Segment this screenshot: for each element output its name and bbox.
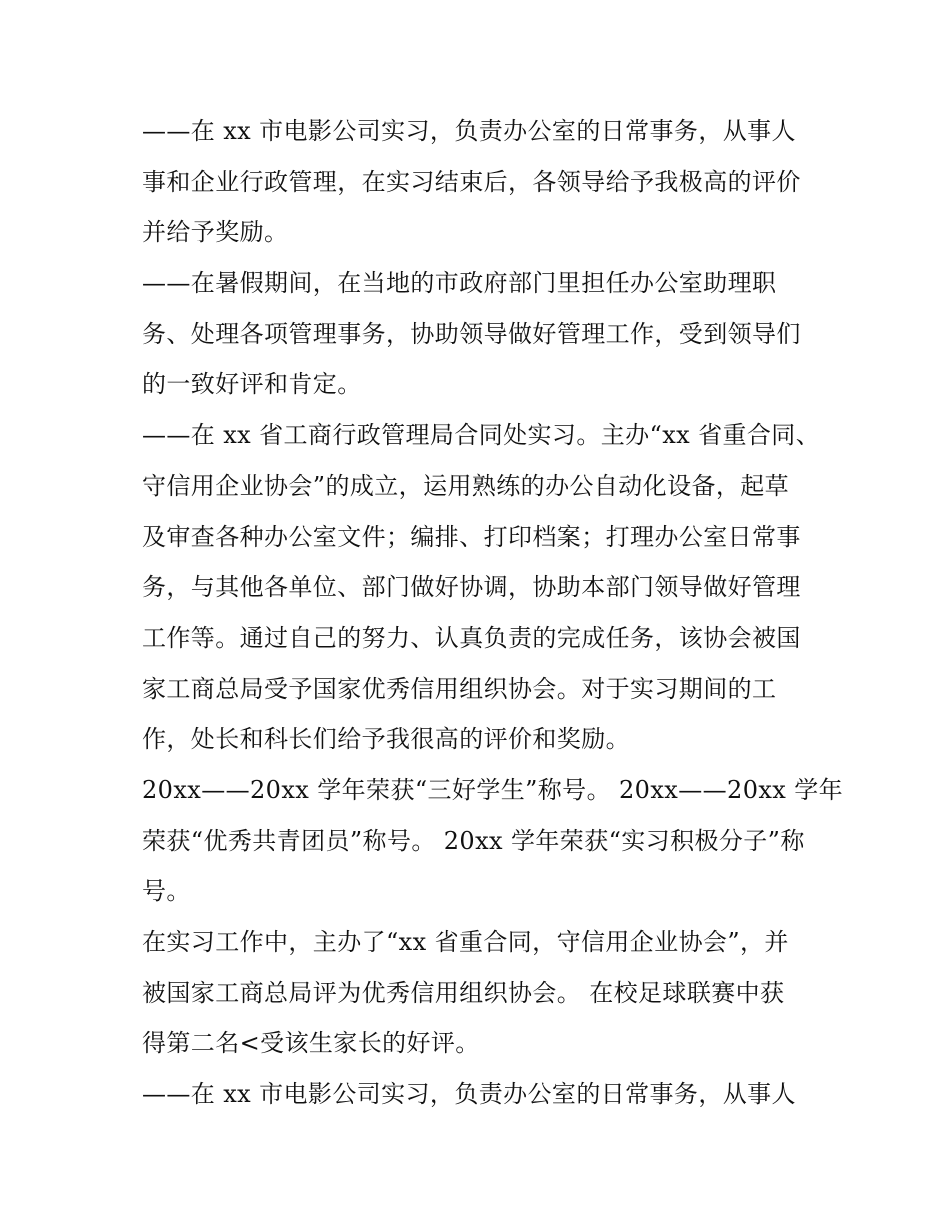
text-line: 荣获“优秀共青团员”称号。 20xx 学年荣获“实习积极分子”称 xyxy=(142,826,805,855)
text-line: 得第二名<受该生家长的好评。 xyxy=(142,1029,480,1058)
text-line: 20xx——20xx 学年荣获“三好学生”称号。 20xx——20xx 学年 xyxy=(142,775,844,804)
text-line: 工作等。通过自己的努力、认真负责的完成任务，该协会被国 xyxy=(142,623,801,652)
text-line: 守信用企业协会”的成立，运用熟练的办公自动化设备，起草 xyxy=(142,471,790,500)
text-line: 务，与其他各单位、部门做好协调，协助本部门领导做好管理 xyxy=(142,573,801,602)
text-line: 家工商总局受予国家优秀信用组织协会。对于实习期间的工 xyxy=(142,674,777,703)
text-line: ——在 xx 省工商行政管理局合同处实习。主办“xx 省重合同、 xyxy=(142,421,821,450)
text-line: 作，处长和科长们给予我很高的评价和奖励。 xyxy=(142,725,630,754)
text-line: ——在 xx 市电影公司实习，负责办公室的日常事务，从事人 xyxy=(142,117,796,145)
text-line: 的一致好评和肯定。 xyxy=(142,370,362,399)
text-line: 被国家工商总局评为优秀信用组织协会。 在校足球联赛中获 xyxy=(142,978,785,1007)
text-line: 及审查各种办公室文件；编排、打印档案；打理办公室日常事 xyxy=(142,522,801,551)
text-line: ——在 xx 市电影公司实习，负责办公室的日常事务，从事人 xyxy=(142,1080,796,1109)
text-line: ——在暑假期间，在当地的市政府部门里担任办公室助理职 xyxy=(142,269,777,298)
text-line: 务、处理各项管理事务，协助领导做好管理工作，受到领导们 xyxy=(142,319,801,348)
text-line: 事和企业行政管理，在实习结束后，各领导给予我极高的评价 xyxy=(142,167,801,196)
text-line: 并给予奖励。 xyxy=(142,218,289,247)
text-line: 号。 xyxy=(142,877,191,906)
body-text xyxy=(142,106,844,1120)
text-line: 在实习工作中，主办了“xx 省重合同，守信用企业协会”，并 xyxy=(142,928,789,956)
